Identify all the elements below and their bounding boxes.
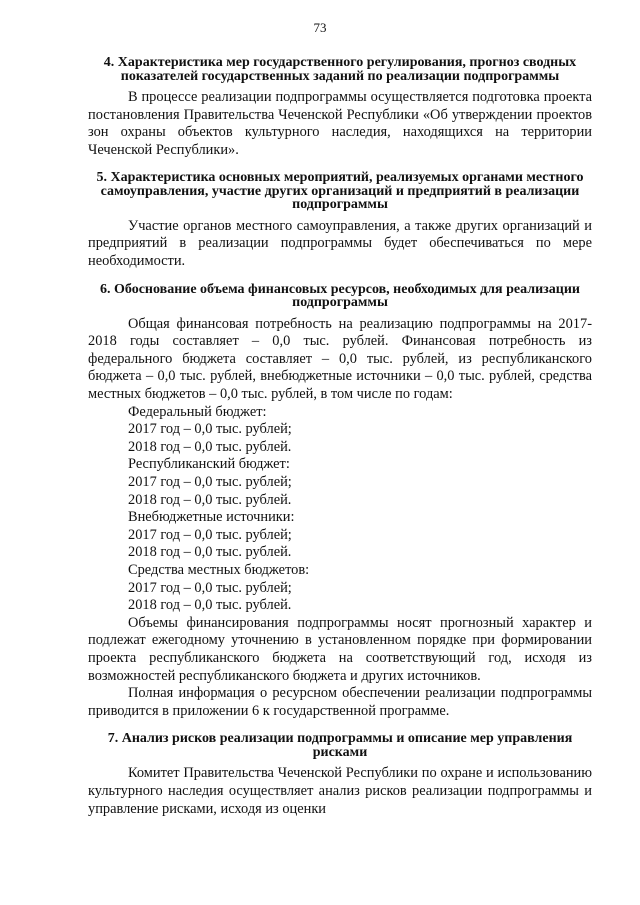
section-4-heading: 4. Характеристика мер государственного регулирования, прогноз сводных показателей государственных заданий по реализации подпрограммы <box>103 55 577 84</box>
funding-by-year-list <box>88 404 592 615</box>
section-4-paragraph: В процессе реализации подпрограммы осуществляется подготовка проекта постановления Правительства Чеченской Республики «Об утверждении проектов зон охраны объектов культурного наследия, находящихся на территории Чеченской Республики». <box>88 89 592 158</box>
section-6-heading: 6. Обоснование объема финансовых ресурсов, необходимых для реализации подпрограммы <box>100 281 580 311</box>
funding-line: 2018 год – 0,0 тыс. рублей. <box>128 597 292 614</box>
section-6-paragraph-2: Объемы финансирования подпрограммы носят прогнозный характер и подлежат ежегодному уточнению в установленном порядке при формировании проекта республиканского бюджета на соответствующий год, исходя из возможностей республиканского бюджета и других источников. <box>88 614 592 684</box>
funding-line: Федеральный бюджет: <box>128 403 267 420</box>
funding-line: 2018 год – 0,0 тыс. рублей. <box>128 491 292 508</box>
page-number: 73 <box>313 20 327 35</box>
funding-line: Республиканский бюджет: <box>128 456 290 473</box>
funding-line: 2017 год – 0,0 тыс. рублей; <box>128 421 292 438</box>
section-5-heading: 5. Характеристика основных мероприятий, реализуемых органами местного самоуправления, участие других организаций и предприятий в реализации подпрограммы <box>96 170 584 213</box>
section-6-paragraph-3: Полная информация о ресурсном обеспечении реализации подпрограммы приводится в приложении 6 к государственной программе. <box>88 685 592 719</box>
funding-line: Средства местных бюджетов: <box>128 561 310 578</box>
funding-line: 2017 год – 0,0 тыс. рублей; <box>128 526 292 543</box>
funding-line: Внебюджетные источники: <box>128 509 295 526</box>
section-7-heading: 7. Анализ рисков реализации подпрограммы и описание мер управления рисками <box>107 731 573 760</box>
section-7-paragraph: Комитет Правительства Чеченской Республики по охране и использованию культурного наследия осуществляет анализ рисков реализации подпрограммы и управление рисками, исходя из оценки <box>88 765 592 817</box>
funding-line: 2017 год – 0,0 тыс. рублей; <box>128 579 292 596</box>
funding-line: 2018 год – 0,0 тыс. рублей. <box>128 438 292 455</box>
page-content <box>88 56 592 818</box>
funding-line: 2018 год – 0,0 тыс. рублей. <box>128 544 292 561</box>
funding-line: 2017 год – 0,0 тыс. рублей; <box>128 474 292 490</box>
section-6-intro: Общая финансовая потребность на реализацию подпрограммы на 2017-2018 годы составляет – 0,0 тыс. рублей. Финансовая потребность из федерального бюджета составляет – 0,0 тыс. рублей, из республиканского бюджета – 0,0 тыс. рублей, внебюджетные источники – 0,0 тыс. рублей, средства местных бюджетов – 0,0 тыс. рублей, в том числе по годам: <box>88 315 592 403</box>
section-5-paragraph: Участие органов местного самоуправления, а также других организаций и предприятий в реализации подпрограммы будет обеспечиваться по мере необходимости. <box>88 217 592 270</box>
